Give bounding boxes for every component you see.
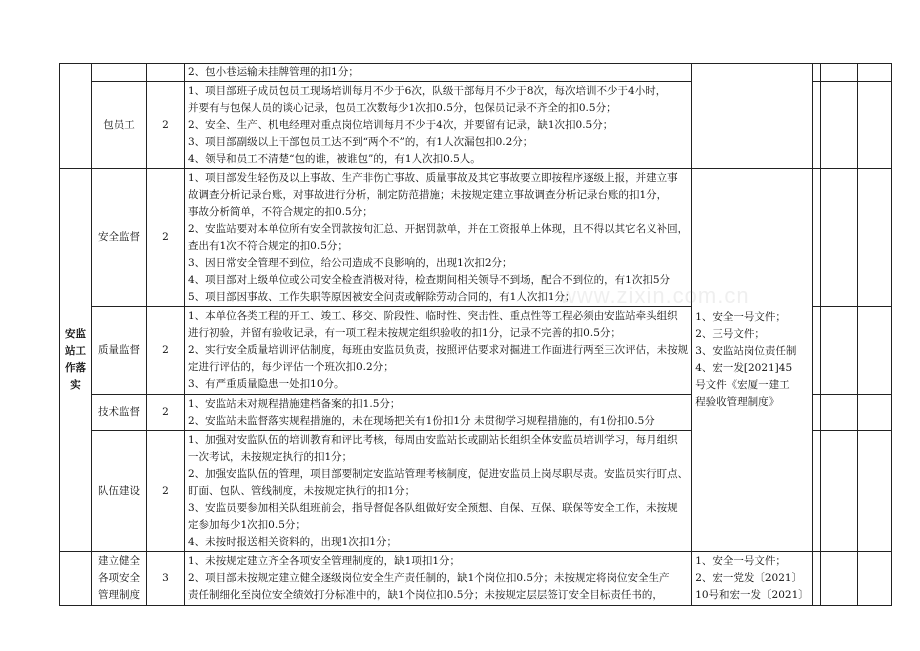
criteria-cell bbox=[185, 431, 692, 552]
item-name: 安全监督 bbox=[92, 169, 147, 307]
criteria-line: 4、未按时报送相关资料的，出现1次扣1分； bbox=[188, 535, 398, 548]
criteria-line: 定进行评估的，每少评估一个班次扣0.2分； bbox=[188, 361, 394, 373]
blank-col bbox=[820, 307, 857, 395]
blank-col bbox=[857, 431, 891, 552]
criteria-line: 1、安监站未对规程措施建档备案的扣1.5分； bbox=[188, 397, 401, 410]
blank-col bbox=[812, 169, 820, 307]
reference-line: 4、宏一发[2021]45 bbox=[695, 362, 793, 374]
criteria-cell bbox=[185, 307, 692, 395]
criteria-line: 3、项目部副级以上干部包员工达不到“两个不”的，有1人次漏包扣0.2分； bbox=[188, 135, 534, 148]
criteria-line: 2、加强安监队伍的管理，项目部要制定安监站管理考核制度，促进安监员上岗尽职尽责。安监员实行盯点、 bbox=[188, 467, 689, 480]
criteria-line: 一次考试，未按规定执行的扣1分； bbox=[188, 450, 353, 463]
reference-line: 号文件《宏厦一建工 bbox=[695, 379, 790, 391]
section-label-line: 实 bbox=[70, 379, 81, 391]
blank-col bbox=[857, 395, 891, 431]
section-label bbox=[60, 169, 92, 552]
criteria-line: 3、因日常安全管理不到位，给公司造成不良影响的，出现1次扣2分； bbox=[188, 256, 513, 269]
criteria-cell bbox=[185, 82, 692, 169]
table-row bbox=[60, 169, 892, 307]
item-score: 2 bbox=[147, 82, 185, 169]
criteria-line: 并要有与包保人员的谈心记录，包员工次数每少1次扣0.5分，包保员记录不齐全的扣0.5分； bbox=[188, 101, 617, 114]
criteria-cell bbox=[185, 395, 692, 431]
criteria-line: 2、安监站未监督落实规程措施的，未在现场把关有1份扣1分 未贯彻学习规程措施的，有1份扣0.5分 bbox=[188, 414, 655, 427]
criteria-line: 5、项目部因事故、工作失职等原因被安全问责或解除劳动合同的，有1人次扣1分； bbox=[188, 290, 576, 303]
criteria-line: 3、安监员要参加相关队组班前会，指导督促各队组做好安全预想、自保、互保、联保等安全工作，未按规 bbox=[188, 501, 678, 514]
reference-line: 2、三号文件； bbox=[695, 328, 765, 340]
section-cell-empty bbox=[60, 552, 92, 606]
blank-col bbox=[820, 431, 857, 552]
assessment-table bbox=[59, 63, 892, 606]
blank-col bbox=[857, 169, 891, 307]
criteria-line: 1、本单位各类工程的开工、竣工、移交、阶段性、临时性、突击性、重点性等工程必须由安监站牵头组织 bbox=[188, 310, 678, 322]
item-name: 包员工 bbox=[92, 82, 147, 169]
item-name: 技术监督 bbox=[92, 395, 147, 431]
reference-line: 1、安全一号文件； bbox=[695, 555, 786, 567]
criteria-line: 责任制细化至岗位安全绩效打分标准中的，缺1个岗位扣0.5分；未按规定层层签订安全目标责任书的， bbox=[188, 589, 663, 601]
item-score: 2 bbox=[147, 307, 185, 395]
criteria-line: 1、加强对安监队伍的培训教育和评比考核，每周由安监站长或副站长组织全体安监员培训学习，每月组织 bbox=[188, 433, 678, 446]
reference-cell bbox=[692, 552, 813, 606]
criteria-line: 进行初验，并留有验收记录，有一项工程未按规定组织验收的扣1分，记录不完善的扣0.5分； bbox=[188, 327, 621, 339]
section-label-line: 站工 bbox=[65, 345, 86, 357]
blank-col bbox=[812, 431, 820, 552]
item-score: 2 bbox=[147, 169, 185, 307]
criteria-line: 1、项目部班子成员包员工现场培训每月不少于6次，队级干部每月不少于8次，每次培训不少于4小时， bbox=[188, 84, 667, 97]
criteria-line: 故调查分析记录台账，对事故进行分析，制定防范措施；未按规定建立事故调查分析记录台账的扣1分， bbox=[188, 188, 668, 201]
criteria-cell bbox=[185, 64, 692, 82]
item-name-line: 建立健全 bbox=[98, 555, 140, 567]
criteria-cell bbox=[185, 552, 692, 606]
reference-cell-empty bbox=[692, 64, 813, 169]
item-score: 2 bbox=[147, 395, 185, 431]
score-cell-empty bbox=[147, 64, 185, 82]
criteria-line: 2、安全、生产、机电经理对重点岗位培训每月不少于4次，并要留有记录，缺1次扣0.5分； bbox=[188, 118, 614, 131]
section-cell-empty bbox=[60, 64, 92, 169]
criteria-line: 2、包小巷运输未挂牌管理的扣1分； bbox=[188, 66, 359, 78]
table-row bbox=[60, 64, 892, 82]
criteria-line: 2、项目部未按规定建立健全逐级岗位安全生产责任制的，缺1个岗位扣0.5分；未按规定将岗位安全生产 bbox=[188, 572, 670, 584]
blank-col bbox=[820, 169, 857, 307]
blank-col bbox=[820, 552, 857, 606]
criteria-line: 2、安监站要对本单位所有安全罚款按旬汇总、开据罚款单，并在工资报单上体现，且不得以其它名义补回， bbox=[188, 222, 689, 235]
criteria-line: 3、有严重质量隐患一处扣10分。 bbox=[188, 378, 345, 390]
criteria-line: 定参加每少1次扣0.5分； bbox=[188, 518, 306, 531]
section-label-line: 作落 bbox=[65, 362, 86, 374]
reference-line: 程验收管理制度》 bbox=[695, 396, 780, 408]
watermark: www.zixin.com.cn bbox=[560, 283, 750, 308]
table-row bbox=[60, 552, 892, 606]
reference-line: 2、宏一党发〔2021〕 bbox=[695, 572, 803, 584]
blank-col bbox=[820, 395, 857, 431]
reference-cell bbox=[692, 169, 813, 552]
reference-line: 3、安监站岗位责任制 bbox=[695, 345, 797, 357]
blank-col bbox=[857, 64, 891, 82]
reference-line: 1、安全一号文件； bbox=[695, 311, 786, 323]
blank-col bbox=[812, 307, 820, 395]
item-name-line: 各项安全 bbox=[98, 572, 140, 584]
blank-col bbox=[857, 552, 891, 606]
item-name-line: 管理制度 bbox=[98, 589, 140, 601]
criteria-line: 4、项目部对上级单位或公司安全检查消极对待，检查期间相关领导不到场，配合不到位的，有1次扣5分 bbox=[188, 273, 671, 286]
blank-col bbox=[857, 307, 891, 395]
criteria-line: 2、实行安全质量培训评估制度，每班由安监员负责，按照评估要求对掘进工作面进行两至三次评估，未按规 bbox=[188, 344, 689, 356]
section-label-line: 安监 bbox=[65, 328, 86, 340]
blank-col bbox=[812, 82, 820, 169]
blank-col bbox=[812, 552, 820, 606]
criteria-line: 1、项目部发生轻伤及以上事故、生产非伤亡事故、质量事故及其它事故要立即按程序逐级上报，并建立事 bbox=[188, 171, 678, 184]
blank-col bbox=[820, 82, 857, 169]
item-score: 3 bbox=[147, 552, 185, 606]
item-score: 2 bbox=[147, 431, 185, 552]
criteria-line: 4、领导和员工不清楚“包的谁，被谁包”的，有1人次扣0.5人。 bbox=[188, 152, 481, 165]
item-name: 质量监督 bbox=[92, 307, 147, 395]
criteria-line: 事故分析简单，不符合规定的扣0.5分； bbox=[188, 205, 373, 218]
item-cell-empty bbox=[92, 64, 147, 82]
blank-col bbox=[812, 64, 820, 82]
criteria-line: 查出有1次不符合规定的扣0.5分； bbox=[188, 239, 348, 252]
criteria-cell bbox=[185, 169, 692, 307]
blank-col bbox=[820, 64, 857, 82]
item-name bbox=[92, 552, 147, 606]
blank-col bbox=[812, 395, 820, 431]
criteria-line: 盯面、包队、管线制度，未按规定执行的扣1分； bbox=[188, 484, 416, 497]
item-name: 队伍建设 bbox=[92, 431, 147, 552]
blank-col bbox=[857, 82, 891, 169]
reference-line: 10号和宏一发〔2021〕 bbox=[695, 589, 809, 601]
criteria-line: 1、未按规定建立齐全各项安全管理制度的，缺1项扣1分； bbox=[188, 555, 461, 567]
